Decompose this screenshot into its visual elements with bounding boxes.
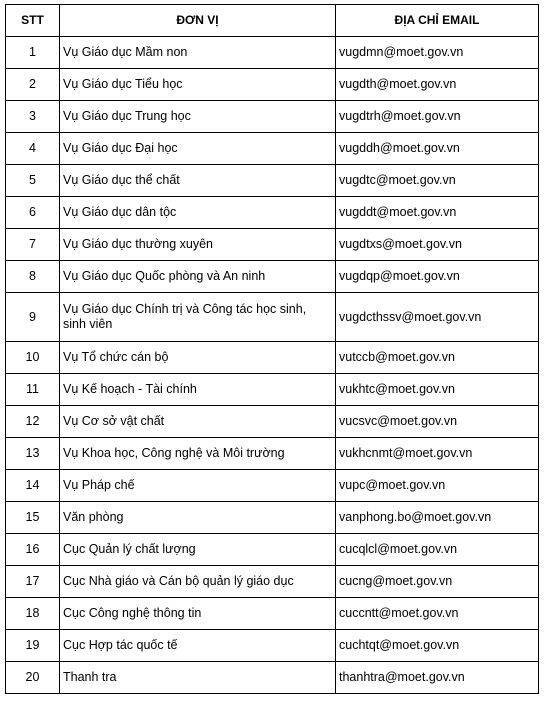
row-email[interactable]: vukhtc@moet.gov.vn bbox=[336, 374, 539, 406]
row-email[interactable]: cucng@moet.gov.vn bbox=[336, 566, 539, 598]
email-directory-table bbox=[5, 4, 539, 694]
row-stt: 10 bbox=[6, 342, 60, 374]
row-email[interactable]: vutccb@moet.gov.vn bbox=[336, 342, 539, 374]
header-email: ĐỊA CHỈ EMAIL bbox=[336, 5, 539, 37]
table-row bbox=[6, 598, 539, 630]
table-row bbox=[6, 165, 539, 197]
row-unit: Vụ Khoa học, Công nghệ và Môi trường bbox=[60, 438, 336, 470]
row-email[interactable]: thanhtra@moet.gov.vn bbox=[336, 662, 539, 694]
header-row bbox=[6, 5, 539, 37]
table-header bbox=[6, 5, 539, 37]
table-row bbox=[6, 502, 539, 534]
table-row bbox=[6, 470, 539, 502]
row-email[interactable]: vanphong.bo@moet.gov.vn bbox=[336, 502, 539, 534]
table-row bbox=[6, 534, 539, 566]
row-stt: 5 bbox=[6, 165, 60, 197]
table-row bbox=[6, 342, 539, 374]
row-unit: Vụ Pháp chế bbox=[60, 470, 336, 502]
row-stt: 14 bbox=[6, 470, 60, 502]
row-stt: 12 bbox=[6, 406, 60, 438]
row-email[interactable]: vucsvc@moet.gov.vn bbox=[336, 406, 539, 438]
row-unit: Cục Quản lý chất lượng bbox=[60, 534, 336, 566]
row-unit: Vụ Giáo dục Đại học bbox=[60, 133, 336, 165]
header-unit: ĐƠN VỊ bbox=[60, 5, 336, 37]
row-email[interactable]: vugdth@moet.gov.vn bbox=[336, 69, 539, 101]
row-stt: 4 bbox=[6, 133, 60, 165]
row-stt: 7 bbox=[6, 229, 60, 261]
row-stt: 19 bbox=[6, 630, 60, 662]
row-unit: Vụ Giáo dục Mầm non bbox=[60, 37, 336, 69]
row-unit: Vụ Cơ sở vật chất bbox=[60, 406, 336, 438]
row-stt: 15 bbox=[6, 502, 60, 534]
row-unit: Cục Hợp tác quốc tế bbox=[60, 630, 336, 662]
row-email[interactable]: vugdtrh@moet.gov.vn bbox=[336, 101, 539, 133]
row-stt: 13 bbox=[6, 438, 60, 470]
table-row bbox=[6, 229, 539, 261]
row-stt: 8 bbox=[6, 261, 60, 293]
row-unit: Vụ Kế hoạch - Tài chính bbox=[60, 374, 336, 406]
row-email[interactable]: vugdtxs@moet.gov.vn bbox=[336, 229, 539, 261]
row-unit: Cục Công nghệ thông tin bbox=[60, 598, 336, 630]
row-unit: Vụ Giáo dục Trung học bbox=[60, 101, 336, 133]
row-email[interactable]: vugdqp@moet.gov.vn bbox=[336, 261, 539, 293]
table-row bbox=[6, 133, 539, 165]
table-row bbox=[6, 101, 539, 133]
row-unit: Vụ Tổ chức cán bộ bbox=[60, 342, 336, 374]
row-unit: Vụ Giáo dục Quốc phòng và An ninh bbox=[60, 261, 336, 293]
table-row bbox=[6, 566, 539, 598]
row-email[interactable]: vugdcthssv@moet.gov.vn bbox=[336, 293, 539, 342]
row-stt: 9 bbox=[6, 293, 60, 342]
row-unit: Thanh tra bbox=[60, 662, 336, 694]
table-row bbox=[6, 261, 539, 293]
header-stt: STT bbox=[6, 5, 60, 37]
table-row bbox=[6, 630, 539, 662]
row-stt: 20 bbox=[6, 662, 60, 694]
table-row bbox=[6, 374, 539, 406]
row-email[interactable]: cuchtqt@moet.gov.vn bbox=[336, 630, 539, 662]
row-stt: 1 bbox=[6, 37, 60, 69]
row-unit: Văn phòng bbox=[60, 502, 336, 534]
row-email[interactable]: vukhcnmt@moet.gov.vn bbox=[336, 438, 539, 470]
row-email[interactable]: cuccntt@moet.gov.vn bbox=[336, 598, 539, 630]
row-stt: 16 bbox=[6, 534, 60, 566]
table-row bbox=[6, 438, 539, 470]
row-email[interactable]: vugdtc@moet.gov.vn bbox=[336, 165, 539, 197]
row-unit: Cục Nhà giáo và Cán bộ quản lý giáo dục bbox=[60, 566, 336, 598]
row-email[interactable]: vugddt@moet.gov.vn bbox=[336, 197, 539, 229]
row-email[interactable]: cucqlcl@moet.gov.vn bbox=[336, 534, 539, 566]
row-stt: 3 bbox=[6, 101, 60, 133]
row-stt: 11 bbox=[6, 374, 60, 406]
row-stt: 6 bbox=[6, 197, 60, 229]
row-unit: Vụ Giáo dục thể chất bbox=[60, 165, 336, 197]
row-unit: Vụ Giáo dục thường xuyên bbox=[60, 229, 336, 261]
row-stt: 17 bbox=[6, 566, 60, 598]
table-row bbox=[6, 293, 539, 342]
table-row bbox=[6, 37, 539, 69]
row-email[interactable]: vupc@moet.gov.vn bbox=[336, 470, 539, 502]
row-unit: Vụ Giáo dục Tiểu học bbox=[60, 69, 336, 101]
row-stt: 2 bbox=[6, 69, 60, 101]
row-unit: Vụ Giáo dục Chính trị và Công tác học sinh, sinh viên bbox=[60, 293, 336, 342]
table-row bbox=[6, 406, 539, 438]
row-email[interactable]: vugdmn@moet.gov.vn bbox=[336, 37, 539, 69]
row-unit: Vụ Giáo dục dân tộc bbox=[60, 197, 336, 229]
table-row bbox=[6, 197, 539, 229]
row-email[interactable]: vugddh@moet.gov.vn bbox=[336, 133, 539, 165]
table-body bbox=[6, 37, 539, 694]
table-row bbox=[6, 662, 539, 694]
row-stt: 18 bbox=[6, 598, 60, 630]
table-row bbox=[6, 69, 539, 101]
